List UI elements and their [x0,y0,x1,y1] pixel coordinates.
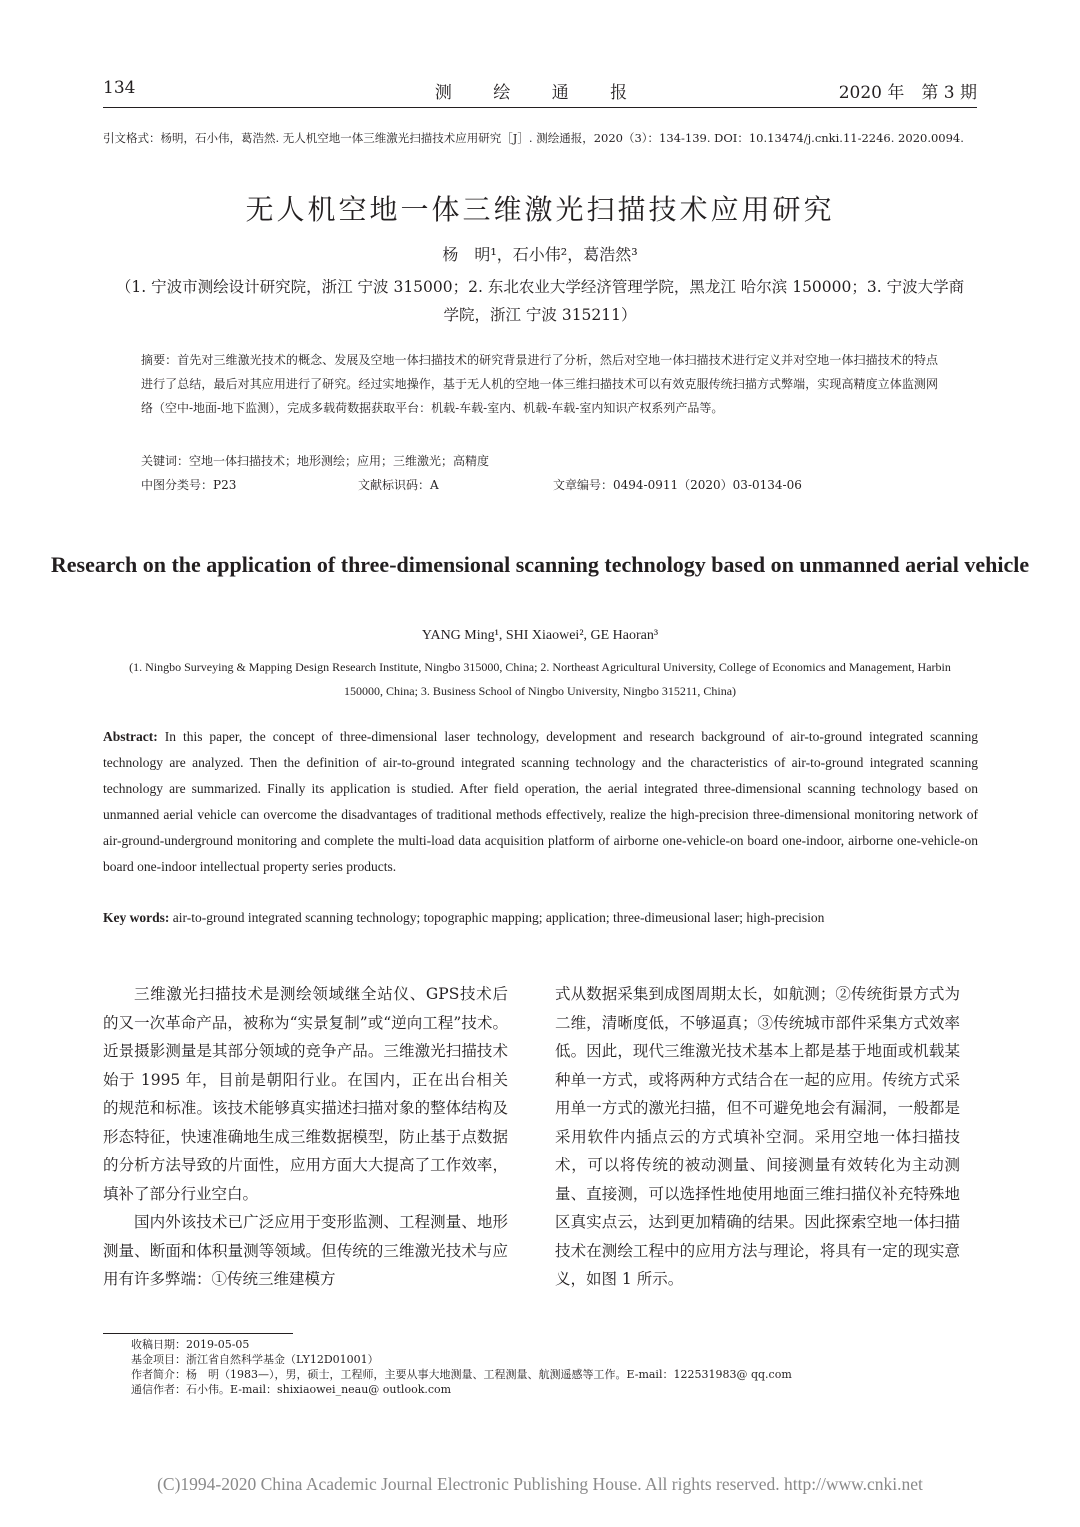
body-column-left [103,980,508,1294]
keywords-english-text: air-to-ground integrated scanning technology; topographic mapping; application; three-dimeusional laser; high-precision [169,910,825,925]
keywords-english-label: Key words: [103,910,170,925]
affiliations-chinese: （1. 宁波市测绘设计研究院，浙江 宁波 315000；2. 东北农业大学经济管理学院，黑龙江 哈尔滨 150000；3. 宁波大学商学院，浙江 宁波 315211） [115,278,965,324]
document-code: 文献标识码：A [358,478,439,492]
clc-number: 中图分类号：P23 [141,478,237,492]
journal-name: 测 绘 通 报 [434,83,646,103]
body-paragraph: 式从数据采集到成图周期太长，如航测；②传统街景方式为二维，清晰度低，不够逼真；③传统城市部件采集方式效率低。因此，现代三维激光技术基本上都是基于地面或机载某种单一方式，或将两种方式结合在一起的应用。传统方式采用单一方式的激光扫描，但不可避免地会有漏洞，一般都是采用软件内插点云的方式填补空洞。采用空地一体扫描技术，可以将传统的被动测量、间接测量有效转化为主动测量、直接测，可以选择性地使用地面三维扫描仪补充特殊地区真实点云，达到更加精确的结果。因此探索空地一体扫描技术在测绘工程中的应用方法与理论，将具有一定的现实意义，如图 1 所示。 [555,985,960,1288]
body-paragraph: 三维激光扫描技术是测绘领域继全站仪、GPS技术后的又一次革命产品，被称为“实景复制”或“逆向工程”技术。近景摄影测量是其部分领域的竞争产品。三维激光扫描技术始于 1995 年，目前是朝阳行业。在国内，正在出台相关的规范和标准。该技术能够真实描述扫描对象的整体结构及形态特征，快速准确地生成三维数据模型，防止基于点数据的分析方法导致的片面性，应用方面大大提高了工作效率，填补了部分行业空白。 [103,985,508,1203]
keywords-english [103,905,978,931]
footnote-author: 作者简介：杨 明（1983—），男，硕士，工程师，主要从事大地测量、工程测量、航测遥感等工作。E-mail：122531983@ qq.com [131,1368,792,1381]
footnote-fund: 基金项目：浙江省自然科学基金（LY12D01001） [131,1353,379,1366]
keywords-chinese-label: 关键词： [141,454,190,468]
issue-label: 2020 年 第 3 期 [838,83,977,103]
abstract-chinese [141,348,938,420]
abstract-chinese-label: 摘要： [141,353,178,367]
body-column-right [555,980,960,1294]
authors-english: YANG Ming¹, SHI Xiaowei², GE Haoran³ [421,628,659,643]
keywords-chinese-text: 空地一体扫描技术；地形测绘；应用；三维激光；高精度 [189,454,490,468]
article-number: 文章编号：0494-0911（2020）03-0134-06 [553,478,802,492]
classification-row [141,476,938,496]
body-paragraph: 国内外该技术已广泛应用于变形监测、工程测量、地形测量、断面和体积量测等领域。但传统的三维激光技术与应用有许多弊端：①传统三维建模方 [103,1213,508,1288]
footnote-received: 收稿日期：2019-05-05 [131,1338,250,1351]
abstract-english-label: Abstract: [103,729,158,744]
title-chinese: 无人机空地一体三维激光扫描技术应用研究 [245,193,835,226]
footnote-corresponding: 通信作者：石小伟。E-mail：shixiaowei_neau@ outlook.com [131,1383,452,1396]
title-english: Research on the application of three-dimensional scanning technology based on unmanned aerial vehicle [50,552,1030,577]
abstract-english-text: In this paper, the concept of three-dimensional laser technology, development and research background of air-to-ground integrated scanning technology are analyzed. Then the definition of air-to-ground integrated scanning technology and the characteristics of air-to-ground integrated scanning technology are summarized. Finally its application is studied. After field operation, the aerial integrated three-dimensional scanning technology based on unmanned aerial vehicle can overcome the disadvantages of traditional methods effectively, realize the high-precision three-dimensional monitoring network of air-ground-underground monitoring and complete the multi-load data acquisition platform of airborne one-vehicle-on board one-indoor, airborne one-vehicle-on board one-indoor intellectual property series products. [103,729,978,874]
copyright-notice: (C)1994-2020 China Academic Journal Electronic Publishing House. All rights reserved. http://www.cnki.net [157,1474,923,1494]
citation-format: 引文格式：杨明，石小伟，葛浩然. 无人机空地一体三维激光扫描技术应用研究［J］. 测绘通报，2020（3）：134-139. DOI：10.13474/j.cnki.11-2246. 2020.0094. [103,131,964,145]
keywords-chinese [141,451,938,471]
abstract-english [103,724,978,880]
footnotes [131,1337,981,1397]
page-number: 134 [103,78,136,98]
running-header [103,78,977,102]
authors-chinese: 杨 明¹，石小伟²，葛浩然³ [442,245,638,264]
abstract-chinese-text: 首先对三维激光技术的概念、发展及空地一体扫描技术的研究背景进行了分析，然后对空地一体扫描技术进行定义并对空地一体扫描技术的特点进行了总结，最后对其应用进行了研究。经过实地操作，基于无人机的空地一体三维扫描技术可以有效克服传统扫描方式弊端，实现高精度立体监测网络（空中-地面-地下监测），完成多载荷数据获取平台：机载-车载-室内、机载-车载-室内知识产权系列产品等。 [141,353,938,415]
header-rule [103,107,977,108]
footnote-rule [103,1333,293,1334]
affiliations-english: (1. Ningbo Surveying & Mapping Design Research Institute, Ningbo 315000, China; 2. Northeast Agricultural University, College of Economics and Management, Harbin 150000, China; 3. Business School of Ningbo University, Ningbo 315211, China) [129,660,951,698]
